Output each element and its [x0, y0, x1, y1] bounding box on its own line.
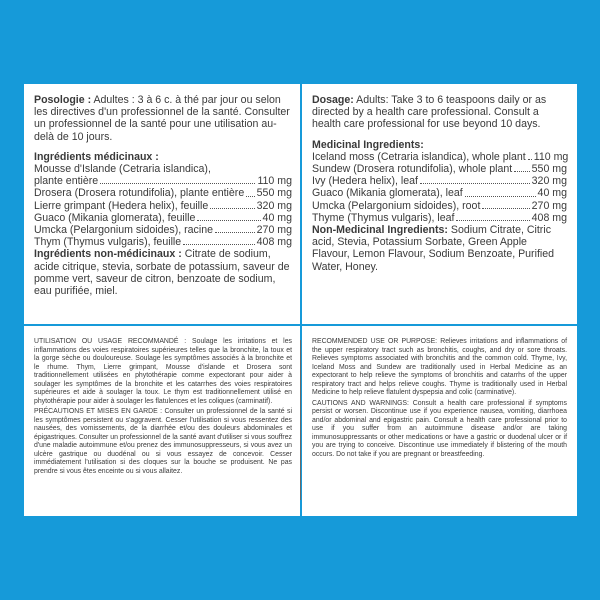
ingredient-row: [312, 151, 567, 163]
ingredient-dose: 270 mg: [256, 224, 292, 237]
ingredient-dose: 110 mg: [533, 150, 569, 163]
en-caution-text: Consult a health care professional if symptoms persist or worsen. Discontinue use if you experience nausea, vomiting, diarrhoea and/or abdominal and epigastric pain. Consult a health care professional prior to use if you suffer from an autoimmune disease and/or are taking immunosuppressants or other medications or have a gastric or duodenal ulcer or if you are trying to conceive. Discontinue use immediately if blistering of the mouth occurs. Do not take if you are pregnant or breastfeeding.: [312, 399, 567, 458]
french-usage-panel: [24, 326, 300, 516]
fr-use-label: UTILISATION OU USAGE RECOMMANDÉ :: [34, 338, 187, 345]
ingredient-name: Guaco (Mikania glomerata), feuille: [34, 211, 196, 224]
french-ingredients-panel: [24, 84, 300, 324]
ingredient-name: Ivy (Hedera helix), leaf: [312, 175, 418, 188]
en-nonmedicinal: [312, 224, 567, 273]
english-usage-panel: [302, 326, 577, 516]
ingredient-name: Lierre grimpant (Hedera helix), feuille: [34, 199, 209, 212]
fr-cautions: [34, 408, 292, 476]
en-recommended-use: [312, 338, 567, 398]
ingredient-dose: 320 mg: [256, 199, 292, 212]
fr-dosage-text: Adultes : 3 à 6 c. à thé par jour ou selon les directives d'un professionnel de la santé. Consulter un professionnel de la santé pour une utilisation au-delà de 10 jours.: [34, 94, 290, 143]
leader-dots: [197, 220, 260, 221]
ingredient-dose: 320 mg: [531, 175, 567, 188]
english-ingredients-panel: [302, 84, 577, 324]
ingredient-row: [312, 163, 567, 175]
leader-dots: [215, 232, 255, 233]
en-medicinal-list: [312, 151, 567, 224]
fr-dosage: [34, 94, 292, 143]
ingredient-row: [312, 175, 567, 187]
leader-dots: [514, 171, 529, 172]
ingredient-dose: 550 mg: [531, 163, 567, 176]
leader-dots: [528, 159, 532, 160]
leader-dots: [456, 220, 529, 221]
leader-dots: [183, 244, 254, 245]
ingredient-dose: 550 mg: [256, 187, 292, 200]
leader-dots: [420, 183, 530, 184]
ingredient-name: Drosera (Drosera rotundifolia), plante entière: [34, 187, 245, 200]
ingredient-name: Umcka (Pelargonium sidoides), racine: [34, 224, 213, 237]
ingredient-row: [34, 224, 292, 236]
en-caution-label: CAUTIONS AND WARNINGS:: [312, 399, 409, 407]
leader-dots: [210, 208, 254, 209]
en-dosage-text: Adults: Take 3 to 6 teaspoons daily or as directed by a health care professional. Consult a health care professional for use beyond 10 days.: [312, 94, 547, 131]
leader-dots: [482, 208, 529, 209]
fr-medicinal-heading: Ingrédients médicinaux :: [34, 150, 159, 163]
en-dosage: [312, 94, 567, 131]
fr-dosage-label: Posologie :: [34, 94, 92, 106]
ingredient-row: [312, 187, 567, 199]
leader-dots: [465, 196, 536, 197]
ingredient-row: [34, 236, 292, 248]
ingredient-row: [34, 163, 292, 175]
ingredient-dose: 408 mg: [256, 236, 292, 249]
fr-nonmedicinal: [34, 248, 292, 297]
en-use-label: RECOMMENDED USE OR PURPOSE:: [312, 338, 438, 345]
ingredient-row: [34, 187, 292, 199]
ingredient-row: [312, 212, 567, 224]
en-use-text: Relieves irritations and inflammations of the upper respiratory tract such as bronchitis, coughs, and dry or sore throats. Relieves symptoms associated with bronchitis and the common cold. Thyme, Ivy, Iceland Moss and Sundew are traditionally used in Herbal Medicine as an expectorant to help relieve the symptoms of bronchitis and catarrhs of the upper respiratory tract and helps relieve coughs. Thyme is traditionally used in Herbal Medicine to help relieve flatulent dyspepsia and colic (carminative).: [312, 338, 567, 396]
ingredient-row: [34, 200, 292, 212]
en-medicinal-heading: Medicinal Ingredients:: [312, 138, 424, 151]
fr-nonmed-text: Citrate de sodium, acide citrique, stevia, sorbate de potassium, saveur de pomme vert, saveur de citron, benzoate de sodium, eau purifiée, miel.: [34, 248, 290, 298]
ingredient-dose: 40 mg: [262, 211, 292, 224]
leader-dots: [100, 183, 255, 184]
ingredient-dose: 270 mg: [531, 199, 567, 212]
ingredient-dose: 110 mg: [257, 175, 292, 188]
ingredient-name: plante entière: [34, 175, 99, 188]
en-cautions: [312, 400, 567, 460]
ingredient-row: [34, 175, 292, 187]
fr-caution-label: PRÉCAUTIONS ET MISES EN GARDE :: [34, 408, 163, 415]
fr-recommended-use: [34, 338, 292, 406]
ingredient-name: Umcka (Pelargonium sidoides), root: [312, 199, 481, 212]
column-divider: [300, 340, 301, 500]
ingredient-dose: 408 mg: [531, 211, 567, 224]
fr-use-text: Soulage les irritations et les inflammations des voies respiratoires supérieures telles que la bronchite, la toux et la gorge sèche ou douloureuse. Soulage les symptômes associés à la bronchite et le rhume. Thym, Lierre grimpant, Mousse d'islande et Drosera sont traditionnellement utilisées en phytothérapie comme expectorant pour aider à soulager les symptômes de la bronchite et les catarrhes des voies respiratoires supérieures et aide à soulager la toux. Le thym est traditionnellement utilisé en phytothérapie pour aider à soulager les flatulences et les coliques (carminatif).: [34, 338, 292, 405]
fr-medicinal-list: [34, 163, 292, 248]
ingredient-name: Thyme (Thymus vulgaris), leaf: [312, 211, 455, 224]
ingredient-name: Sundew (Drosera rotundifolia), whole plant: [312, 163, 513, 176]
en-nonmed-label: Non-Medicinal Ingredients:: [312, 224, 448, 237]
ingredient-name: Iceland moss (Cetraria islandica), whole plant: [312, 150, 526, 163]
ingredient-name: Guaco (Mikania glomerata), leaf: [312, 187, 463, 200]
ingredient-row: [312, 200, 567, 212]
en-nonmed-text: Sodium Citrate, Citric acid, Stevia, Potassium Sorbate, Green Apple Flavour, Lemon Flavour, Sodium Benzoate, Purified Water, Honey.: [312, 224, 555, 273]
ingredient-name: Thym (Thymus vulgaris), feuille: [34, 236, 182, 249]
en-dosage-label: Dosage:: [312, 94, 354, 106]
fr-caution-text: Consulter un professionnel de la santé si les symptômes persistent ou s'aggravent. Cesser l'utilisation si vous ressentez des nausées, des vomissements, de la diarrhée et/ou des douleurs abdominales et épigastriques. Consulter un professionnel de la santé avant d'utiliser si vous souffrez d'une maladie autoimmune et/ou prenez des immunosuppresseurs, si vous avez un ulcère gastrique ou duodénal ou si vous essayez de concevoir. Cesser immédiatement l'utilisation si des cloques sur la bouche se produisent. Ne pas prendre si vous êtes enceinte ou si vous allaitez.: [34, 408, 292, 475]
leader-dots: [246, 196, 254, 197]
fr-nonmed-label: Ingrédients non-médicinaux :: [34, 248, 182, 261]
ingredient-name: Mousse d'Islande (Cetraria islandica),: [34, 163, 211, 176]
ingredient-dose: 40 mg: [537, 187, 567, 200]
ingredient-row: [34, 212, 292, 224]
